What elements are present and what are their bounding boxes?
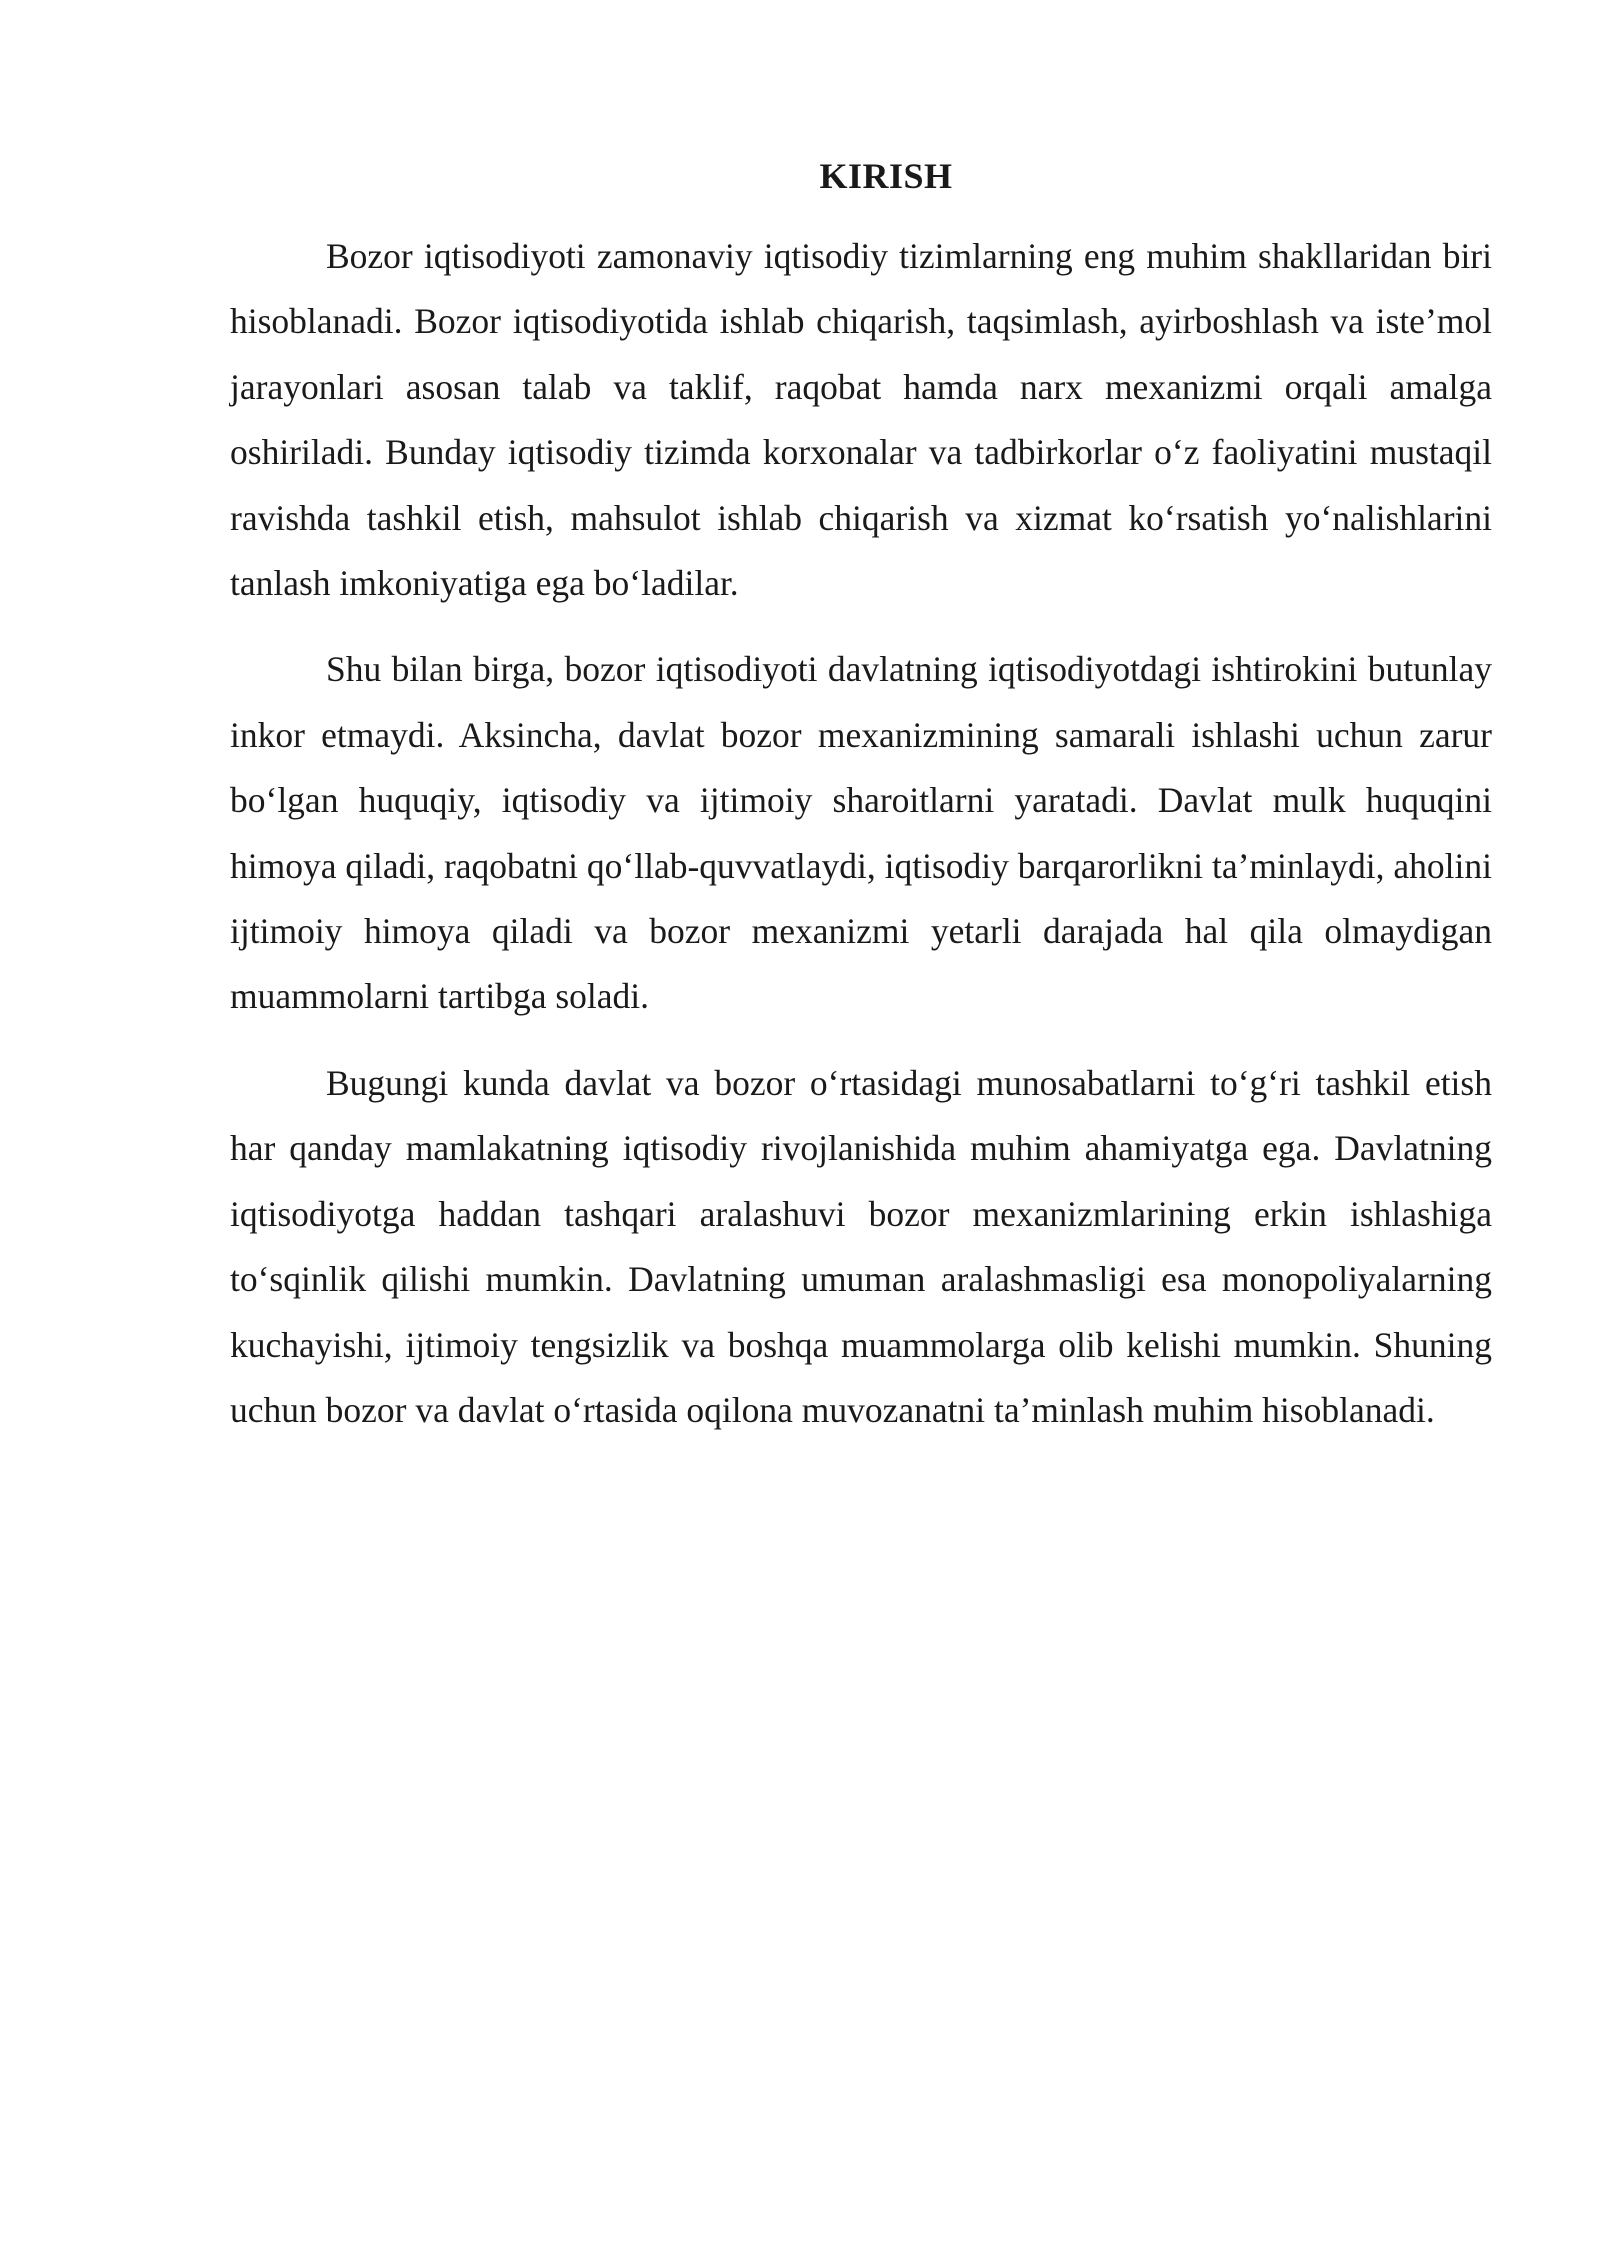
paragraph-3: Bugungi kunda davlat va bozor o‘rtasidagi munosabatlarni to‘g‘ri tashkil etish har qanday mamlakatning iqtisodiy rivojlanishida muhim ahamiyatga ega. Davlatning iqtisodiyotga haddan tashqari aralashuvi bozor mexanizmlarining erkin ishlashiga to‘sqinlik qilishi mumkin. Davlatning umuman aralashmasligi esa monopoliyalarning kuchayishi, ijtimoiy tengsizlik va boshqa muammolarga olib kelishi mumkin. Shuning uchun bozor va davlat o‘rtasida oqilona muvozanatni ta’minlash muhim hisoblanadi.: [230, 1062, 1492, 1430]
paragraph-2: Shu bilan birga, bozor iqtisodiyoti davlatning iqtisodiyotdagi ishtirokini butunlay inkor etmaydi. Aksincha, davlat bozor mexanizmining samarali ishlashi uchun zarur bo‘lgan huquqiy, iqtisodiy va ijtimoiy sharoitlarni yaratadi. Davlat mulk huquqini himoya qiladi, raqobatni qo‘llab-quvvatlaydi, iqtisodiy barqarorlikni ta’minlaydi, aholini ijtimoiy himoya qiladi va bozor mexanizmi yetarli darajada hal qila olmaydigan muammolarni tartibga soladi.: [230, 649, 1492, 1017]
document-body: [230, 148, 1492, 1464]
paragraph-1: Bozor iqtisodiyoti zamonaviy iqtisodiy tizimlarning eng muhim shakllaridan biri hisoblanadi. Bozor iqtisodiyotida ishlab chiqarish, taqsimlash, ayirboshlash va iste’mol jarayonlari asosan talab va taklif, raqobat hamda narx mexanizmi orqali amalga oshiriladi. Bunday iqtisodiy tizimda korxonalar va tadbirkorlar o‘z faoliyatini mustaqil ravishda tashkil etish, mahsulot ishlab chiqarish va xizmat ko‘rsatish yo‘nalishlarini tanlash imkoniyatiga ega bo‘ladilar.: [230, 236, 1492, 604]
document-title: KIRISH: [819, 156, 953, 196]
